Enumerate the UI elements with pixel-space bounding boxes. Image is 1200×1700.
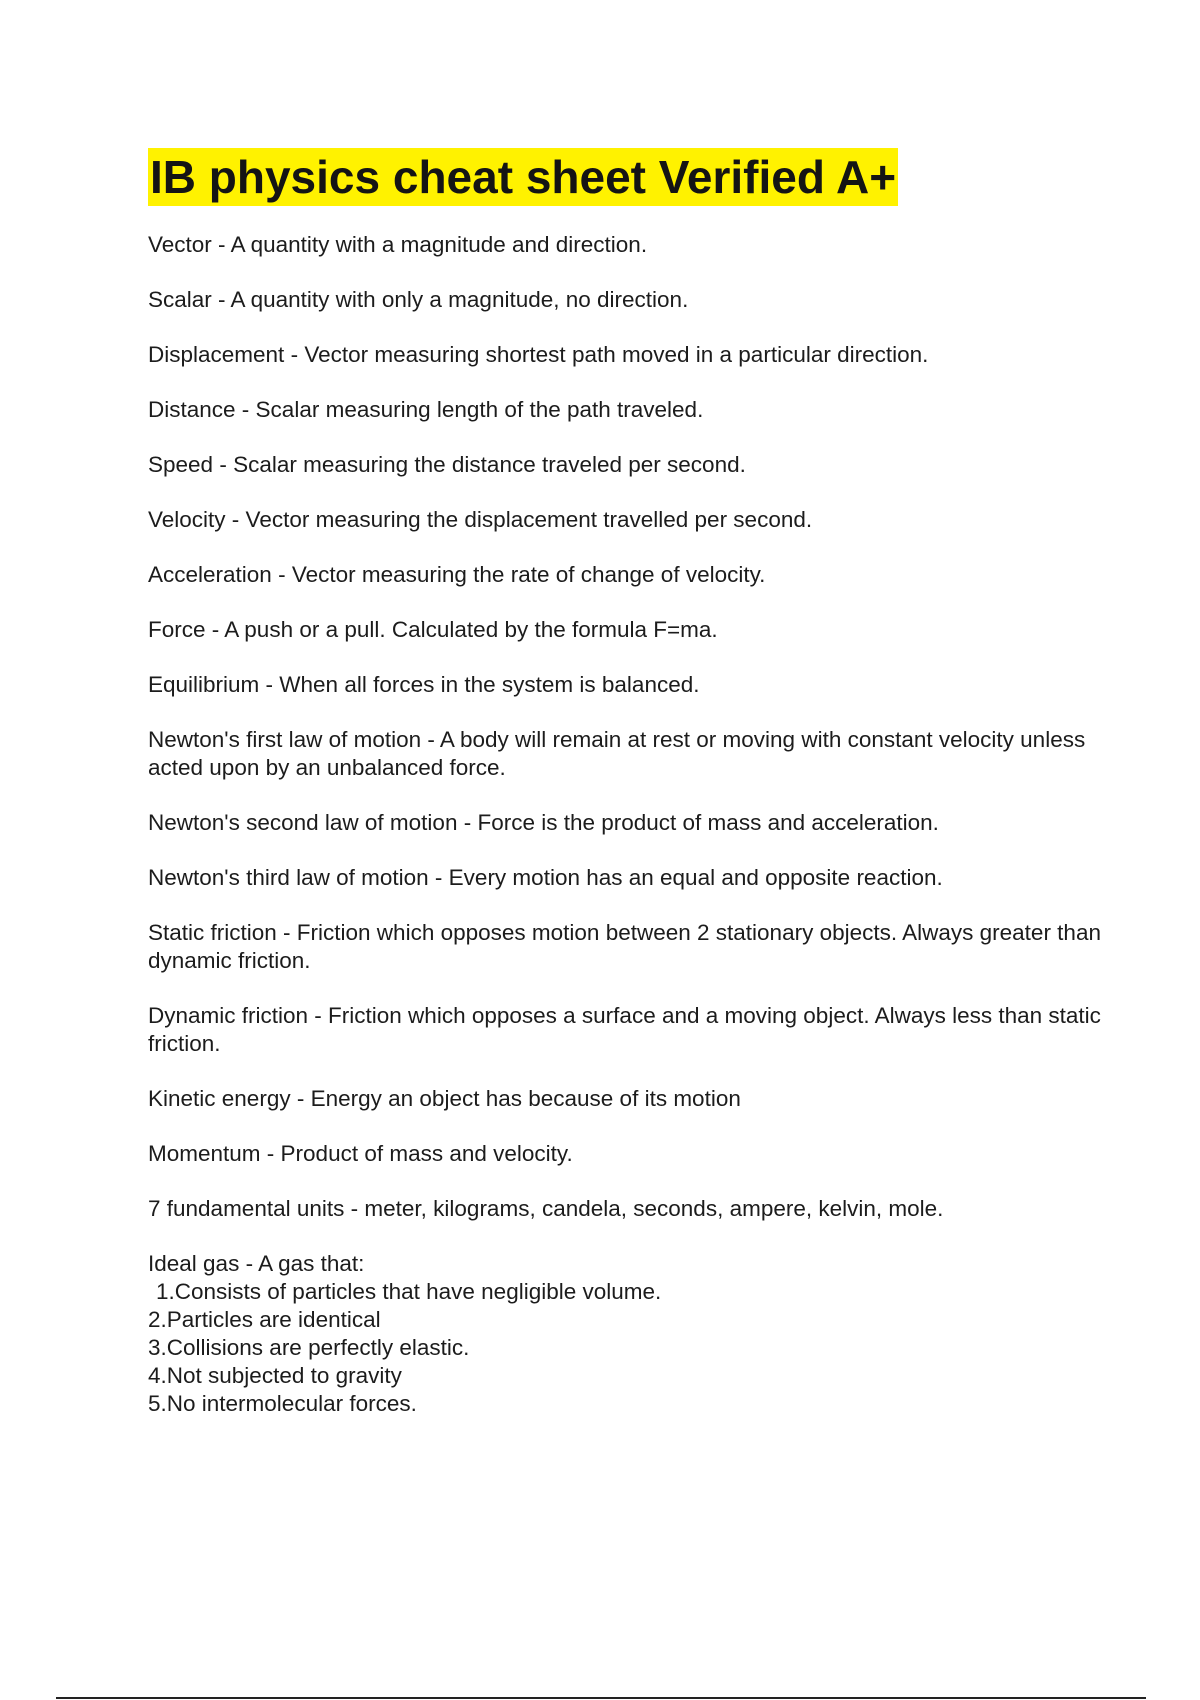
entry-term: Newton's third law of motion xyxy=(148,865,429,890)
ideal-gas-lead: Ideal gas - A gas that: xyxy=(148,1251,365,1276)
entry-separator: - xyxy=(344,1196,365,1221)
entry-separator: - xyxy=(213,452,234,477)
entry-definition: A body will remain at rest or moving with constant velocity unless acted upon by an unbalanced force. xyxy=(148,727,1086,780)
definition-entry xyxy=(148,616,1108,644)
ideal-gas-item: 4.Not subjected to gravity xyxy=(148,1363,402,1388)
entry-separator: - xyxy=(290,1086,311,1111)
entry-separator: - xyxy=(276,920,297,945)
entry-separator: - xyxy=(211,232,231,257)
definition-entry xyxy=(148,1085,1108,1113)
definition-entry xyxy=(148,396,1108,424)
entry-definition: Friction which opposes motion between 2 stationary objects. Always greater than dynamic friction. xyxy=(148,920,1101,973)
entry-term: Newton's second law of motion xyxy=(148,810,458,835)
definition-entry xyxy=(148,671,1108,699)
bottom-divider xyxy=(56,1697,1146,1699)
entry-definition: Vector measuring shortest path moved in a particular direction. xyxy=(304,342,929,367)
entry-definition: A quantity with a magnitude and direction. xyxy=(230,232,648,257)
entry-separator: - xyxy=(211,287,231,312)
entry-term: Scalar xyxy=(148,287,212,312)
entry-separator: - xyxy=(421,727,440,752)
entry-definition: Vector measuring the rate of change of velocity. xyxy=(291,562,766,587)
entry-term: Velocity xyxy=(148,507,226,532)
entry-definition: Product of mass and velocity. xyxy=(280,1141,573,1166)
page-title: IB physics cheat sheet Verified A+ xyxy=(148,148,898,206)
entry-definition: A push or a pull. Calculated by the formula F=ma. xyxy=(224,617,718,642)
definition-entry xyxy=(148,451,1108,479)
entry-separator: - xyxy=(457,810,478,835)
entry-separator: - xyxy=(284,342,305,367)
entry-definition: meter, kilograms, candela, seconds, ampere, kelvin, mole. xyxy=(364,1196,944,1221)
ideal-gas-entry xyxy=(148,1250,1108,1418)
entry-term: Vector xyxy=(148,232,212,257)
definitions-list xyxy=(148,231,1108,1445)
entry-separator: - xyxy=(259,672,280,697)
entry-term: Momentum xyxy=(148,1141,261,1166)
entry-term: Newton's first law of motion xyxy=(148,727,422,752)
definition-entry xyxy=(148,341,1108,369)
entry-definition: Force is the product of mass and acceleration. xyxy=(477,810,939,835)
definition-entry xyxy=(148,809,1108,837)
definition-entry xyxy=(148,919,1108,975)
entry-definition: Every motion has an equal and opposite reaction. xyxy=(448,865,943,890)
entry-term: 7 fundamental units xyxy=(148,1196,345,1221)
definition-entry xyxy=(148,561,1108,589)
entry-term: Dynamic friction xyxy=(148,1003,309,1028)
entry-separator: - xyxy=(225,507,246,532)
entry-definition: When all forces in the system is balanced. xyxy=(279,672,700,697)
ideal-gas-item: 2.Particles are identical xyxy=(148,1307,381,1332)
definition-entry xyxy=(148,726,1108,782)
entry-separator: - xyxy=(308,1003,329,1028)
ideal-gas-item: 5.No intermolecular forces. xyxy=(148,1391,417,1416)
entry-separator: - xyxy=(235,397,256,422)
entry-separator: - xyxy=(260,1141,281,1166)
entry-definition: Scalar measuring the distance traveled per second. xyxy=(233,452,746,477)
entry-term: Kinetic energy xyxy=(148,1086,291,1111)
entry-term: Displacement xyxy=(148,342,285,367)
definition-entry xyxy=(148,1140,1108,1168)
entry-term: Distance xyxy=(148,397,236,422)
entry-term: Equilibrium xyxy=(148,672,260,697)
definition-entry xyxy=(148,286,1108,314)
ideal-gas-item: 3.Collisions are perfectly elastic. xyxy=(148,1335,470,1360)
entry-term: Static friction xyxy=(148,920,277,945)
entry-definition: Energy an object has because of its motion xyxy=(310,1086,741,1111)
definition-entry xyxy=(148,231,1108,259)
definition-entry xyxy=(148,1195,1108,1223)
title-block xyxy=(148,148,898,206)
entry-separator: - xyxy=(205,617,225,642)
definition-entry xyxy=(148,506,1108,534)
entry-separator: - xyxy=(271,562,292,587)
entry-definition: Vector measuring the displacement travelled per second. xyxy=(245,507,813,532)
entry-definition: A quantity with only a magnitude, no direction. xyxy=(230,287,689,312)
entry-separator: - xyxy=(428,865,449,890)
entry-term: Force xyxy=(148,617,206,642)
ideal-gas-item: 1.Consists of particles that have negligible volume. xyxy=(156,1279,662,1304)
entry-definition: Friction which opposes a surface and a moving object. Always less than static friction. xyxy=(148,1003,1101,1056)
definition-entry xyxy=(148,1002,1108,1058)
entry-term: Acceleration xyxy=(148,562,272,587)
entry-term: Speed xyxy=(148,452,214,477)
entry-definition: Scalar measuring length of the path traveled. xyxy=(255,397,704,422)
definition-entry xyxy=(148,864,1108,892)
